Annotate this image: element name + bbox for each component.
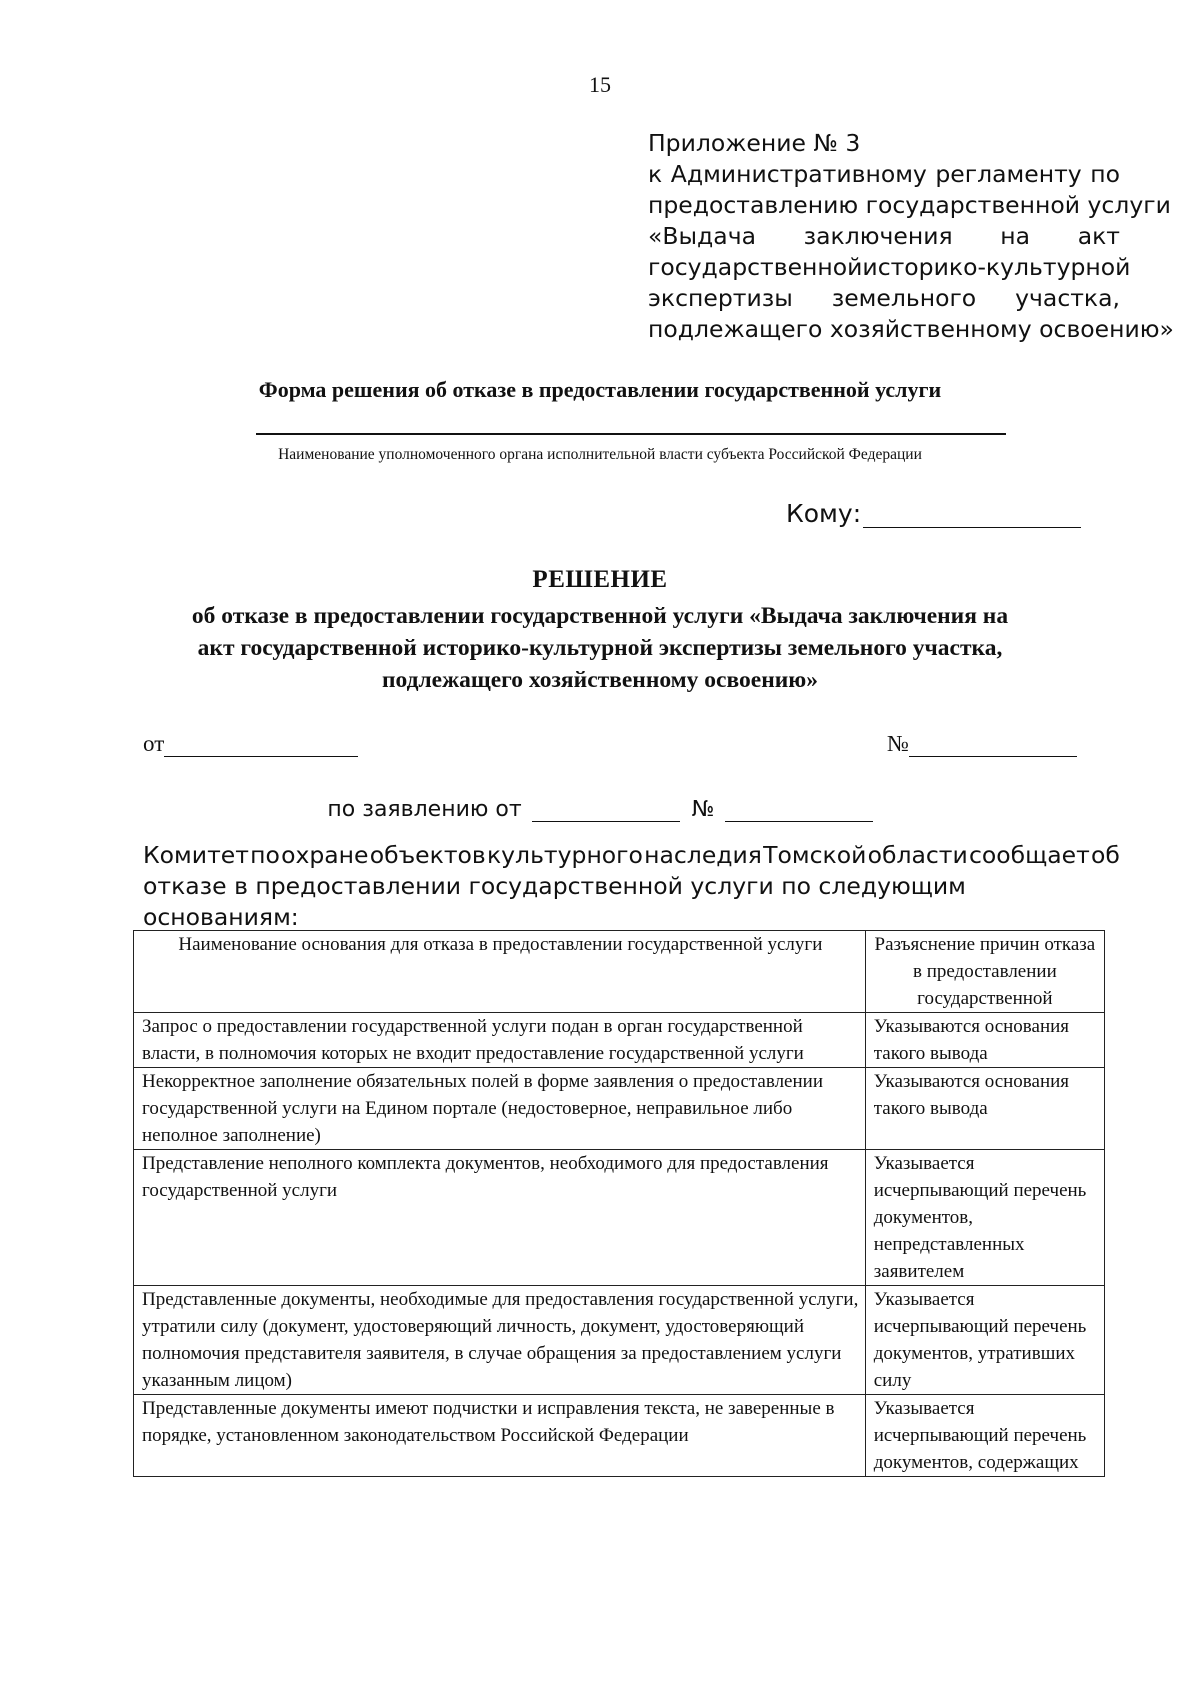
table-header-explanation: Разъяснение причин отказа в предоставлении государственной — [865, 931, 1104, 1013]
decision-subtitle-line: акт государственной историко-культурной экспертизы земельного участка, — [197, 635, 1003, 661]
decision-title: РЕШЕНИЕ — [532, 566, 668, 593]
application-date-blank — [532, 799, 680, 822]
ground-cell: Представление неполного комплекта документов, необходимого для предоставления государственной услуги — [134, 1150, 866, 1286]
application-label: по заявлению от — [327, 797, 522, 822]
appendix-block — [648, 128, 1174, 345]
decision-number-blank — [909, 734, 1077, 757]
intro-paragraph — [143, 840, 1120, 933]
decision-subtitle — [120, 600, 1080, 696]
table-row — [134, 1286, 1105, 1395]
explanation-cell: Указываются основания такого вывода — [865, 1013, 1104, 1068]
application-number-blank — [725, 799, 873, 822]
table-row — [134, 1068, 1105, 1150]
recipient-field — [786, 499, 1081, 528]
table-row — [134, 1150, 1105, 1286]
decision-date-field — [143, 731, 358, 757]
decision-subtitle-line: подлежащего хозяйственному освоению» — [382, 667, 818, 693]
table-header-row — [134, 931, 1105, 1013]
refusal-grounds-table — [133, 930, 1105, 1477]
org-name-blank-line — [256, 433, 1006, 435]
explanation-cell: Указываются основания такого вывода — [865, 1068, 1104, 1150]
ground-cell: Некорректное заполнение обязательных полей в форме заявления о предоставлении государственной услуги на Едином портале (недостоверное, неправильное либо неполное заполнение) — [134, 1068, 866, 1150]
recipient-blank — [863, 501, 1081, 528]
appendix-line-5: экспертизы земельного участка, — [648, 284, 1120, 312]
appendix-title: Приложение № 3 — [648, 129, 861, 157]
intro-line-1: Комитет по охране объектов культурного наследия Томской области сообщает об — [143, 841, 1120, 869]
ground-cell: Представленные документы имеют подчистки и исправления текста, не заверенные в порядке, установленном законодательством Российской Федерации — [134, 1395, 866, 1477]
table-row — [134, 1013, 1105, 1068]
explanation-cell: Указывается исчерпывающий перечень документов, непредставленных заявителем — [865, 1150, 1104, 1286]
table-header-ground: Наименование основания для отказа в предоставлении государственной услуги — [134, 931, 866, 1013]
appendix-line-3: «Выдача заключения на акт — [648, 222, 1120, 250]
page-number: 15 — [589, 72, 611, 97]
table-row — [134, 1395, 1105, 1477]
decision-number-label: № — [887, 731, 909, 756]
application-reference — [0, 797, 1200, 822]
decision-number-field — [887, 731, 1077, 757]
decision-date-label: от — [143, 731, 165, 756]
decision-date-blank — [164, 734, 358, 757]
form-title: Форма решения об отказе в предоставлении государственной услуги — [258, 377, 942, 402]
appendix-line-4: государственной историко-культурной — [648, 253, 1131, 281]
appendix-line-6: подлежащего хозяйственному освоению» — [648, 315, 1174, 343]
explanation-cell: Указывается исчерпывающий перечень документов, содержащих — [865, 1395, 1104, 1477]
appendix-line-1: к Административному регламенту по — [648, 160, 1120, 188]
ground-cell: Представленные документы, необходимые для предоставления государственной услуги, утратили силу (документ, удостоверяющий личность, документ, удостоверяющий полномочия представителя заявителя, в случае обращения за предоставлением услуги указанным лицом) — [134, 1286, 866, 1395]
ground-cell: Запрос о предоставлении государственной услуги подан в орган государственной власти, в полномочия которых не входит предоставление государственной услуги — [134, 1013, 866, 1068]
application-number-label: № — [691, 797, 715, 822]
recipient-label: Кому: — [786, 499, 862, 528]
org-caption: Наименование уполномоченного органа исполнительной власти субъекта Российской Федерации — [278, 446, 922, 463]
decision-subtitle-line: об отказе в предоставлении государственной услуги «Выдача заключения на — [191, 603, 1009, 629]
appendix-line-2: предоставлению государственной услуги — [648, 191, 1171, 219]
intro-line-2: отказе в предоставлении государственной услуги по следующим основаниям: — [143, 872, 966, 931]
explanation-cell: Указывается исчерпывающий перечень документов, утративших силу — [865, 1286, 1104, 1395]
